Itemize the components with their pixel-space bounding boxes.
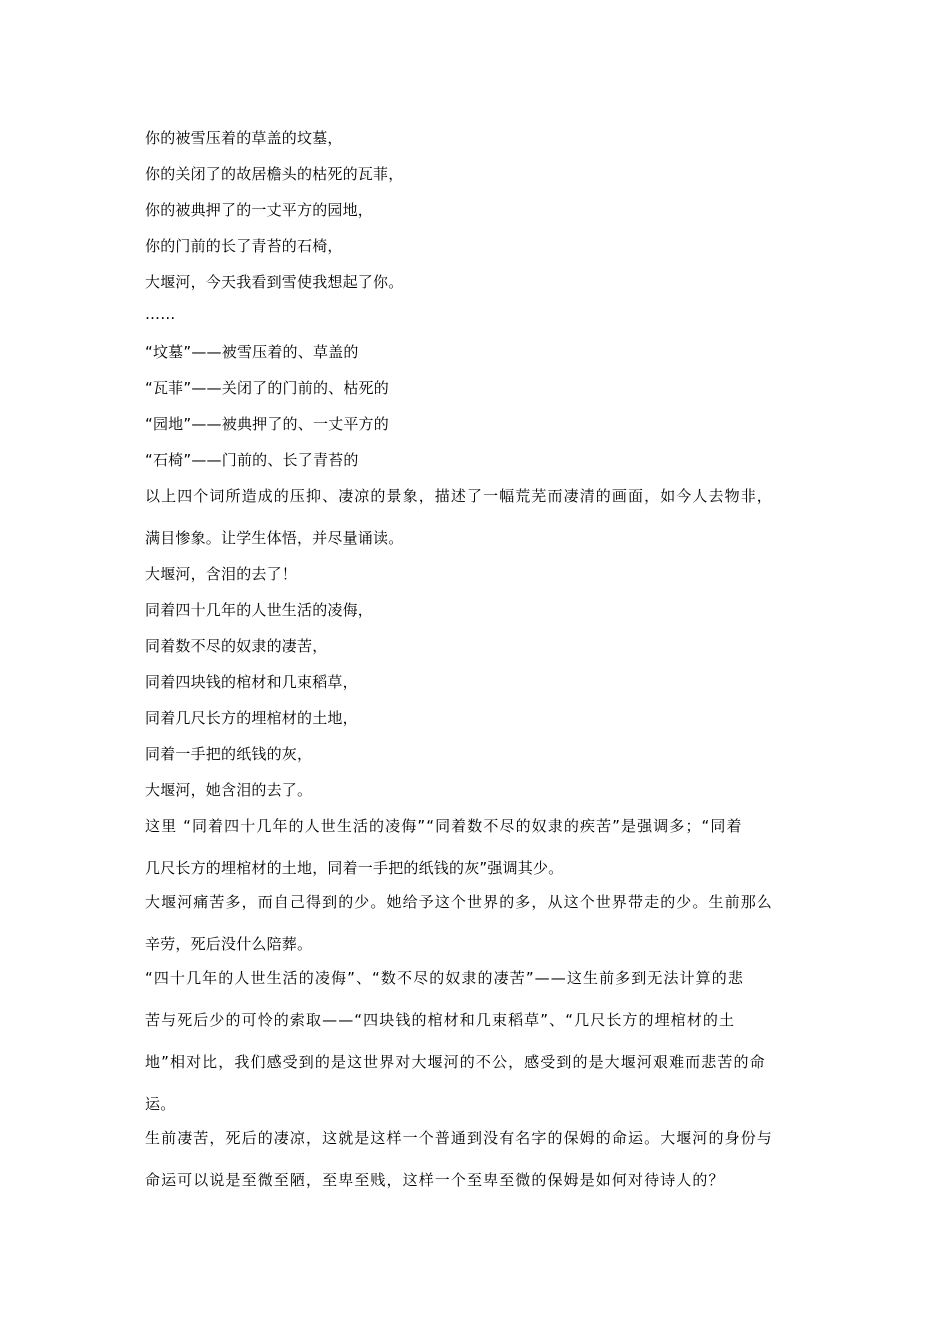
word-analysis-line: “石椅”——门前的、长了青苔的 xyxy=(145,451,359,469)
poem-line: 同着四块钱的棺材和几束稻草， xyxy=(145,673,358,691)
paragraph-line: 几尺长方的埋棺材的土地，同着一手把的纸钱的灰”强调其少。 xyxy=(145,859,564,877)
poem-line: 同着一手把的纸钱的灰， xyxy=(145,745,313,763)
paragraph-line: 这里 “同着四十几年的人世生活的凌侮”“同着数不尽的奴隶的疾苦”是强调多；“同着 xyxy=(145,817,743,835)
paragraph-line: “四十几年的人世生活的凌侮”、“数不尽的奴隶的凄苦”——这生前多到无法计算的悲 xyxy=(145,969,744,987)
poem-line: 你的被雪压着的草盖的坟墓， xyxy=(145,129,343,147)
word-analysis-line: “坟墓”——被雪压着的、草盖的 xyxy=(145,343,359,361)
poem-line: 大堰河，含泪的去了！ xyxy=(145,565,298,583)
ellipsis: …… xyxy=(145,305,176,323)
paragraph-line: 辛劳，死后没什么陪葬。 xyxy=(145,935,313,953)
paragraph-line: 运。 xyxy=(145,1095,176,1113)
paragraph-line: 满目惨象。让学生体悟，并尽量诵读。 xyxy=(145,529,404,547)
word-analysis-line: “瓦菲”——关闭了的门前的、枯死的 xyxy=(145,379,389,397)
poem-line: 大堰河，她含泪的去了。 xyxy=(145,781,313,799)
poem-line: 大堰河，今天我看到雪使我想起了你。 xyxy=(145,273,404,291)
poem-line: 同着四十几年的人世生活的凌侮， xyxy=(145,601,374,619)
poem-line: 你的门前的长了青苔的石椅， xyxy=(145,237,343,255)
poem-line: 你的关闭了的故居檐头的枯死的瓦菲， xyxy=(145,165,404,183)
poem-line: 同着数不尽的奴隶的凄苦， xyxy=(145,637,328,655)
poem-line: 同着几尺长方的埋棺材的土地， xyxy=(145,709,358,727)
paragraph-line: 苦与死后少的可怜的索取——“四块钱的棺材和几束稻草”、“几尺长方的埋棺材的土 xyxy=(145,1011,736,1029)
poem-line: 你的被典押了的一丈平方的园地， xyxy=(145,201,374,219)
word-analysis-line: “园地”——被典押了的、一丈平方的 xyxy=(145,415,389,433)
paragraph-line: 大堰河痛苦多，而自己得到的少。她给予这个世界的多，从这个世界带走的少。生前那么 xyxy=(145,893,773,911)
paragraph-line: 命运可以说是至微至陋，至卑至贱，这样一个至卑至微的保姆是如何对待诗人的？ xyxy=(145,1171,725,1189)
paragraph-line: 地”相对比，我们感受到的是这世界对大堰河的不公，感受到的是大堰河艰难而悲苦的命 xyxy=(145,1053,766,1071)
paragraph-line: 生前凄苦，死后的凄凉，这就是这样一个普通到没有名字的保姆的命运。大堰河的身份与 xyxy=(145,1129,773,1147)
paragraph-line: 以上四个词所造成的压抑、凄凉的景象，描述了一幅荒芜而凄清的画面，如今人去物非， xyxy=(145,487,773,505)
